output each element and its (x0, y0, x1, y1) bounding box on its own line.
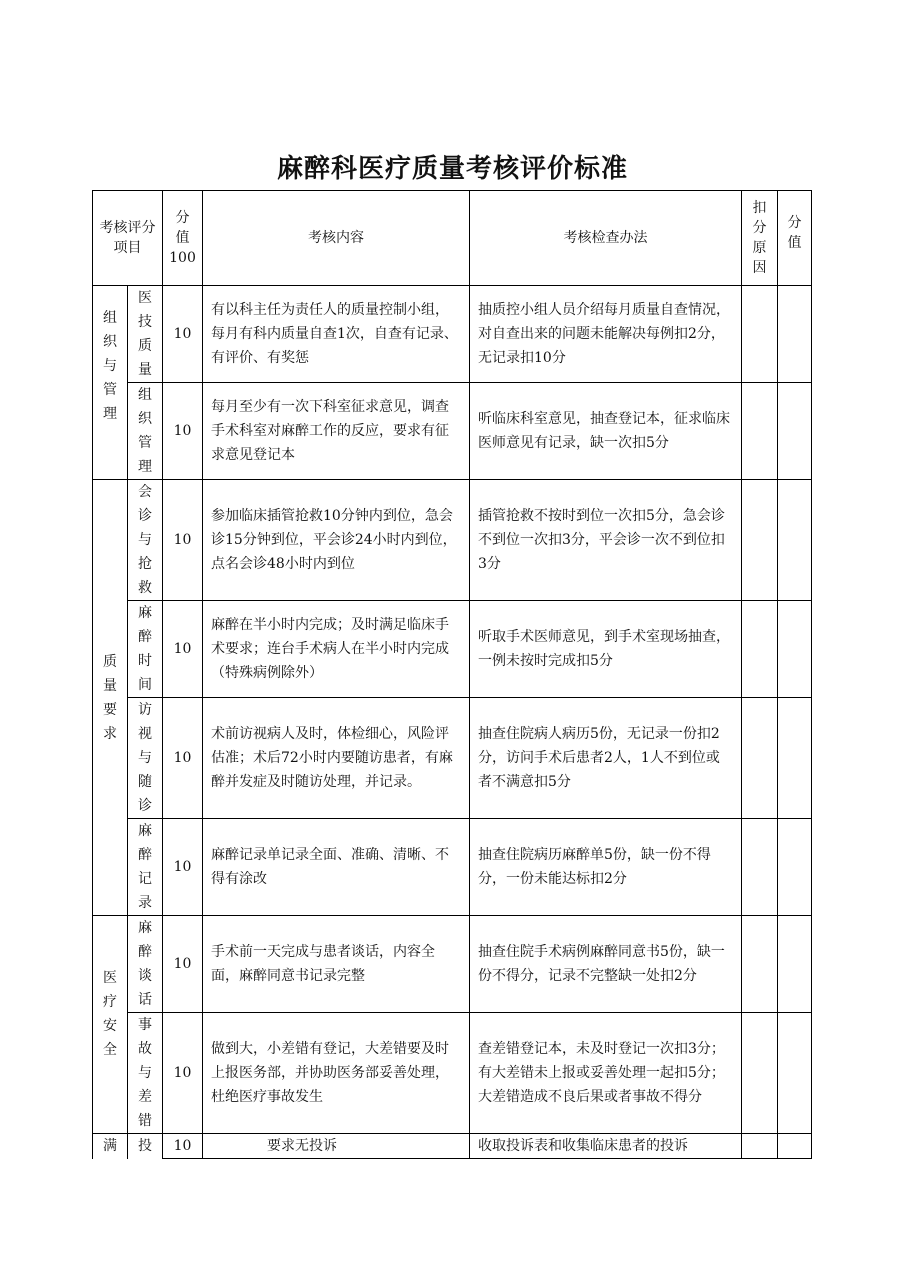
sub-item (128, 383, 163, 480)
header-score-line: 分 (175, 210, 190, 226)
deduct-reason-cell[interactable] (742, 383, 778, 480)
deduct-reason-cell[interactable] (742, 601, 778, 698)
score-cell: 10 (163, 1013, 203, 1134)
header-deduct-reason (742, 191, 778, 286)
sub-item-char: 组 (138, 387, 152, 403)
content-cell: 参加临床插管抢救10分钟内到位，急会诊15分钟到位，平会诊24小时内到位，点名会诊48小时内到位 (203, 480, 470, 601)
sub-item-char: 量 (138, 362, 152, 378)
category-char: 织 (103, 334, 117, 350)
table-row (93, 480, 812, 601)
method-cell: 收取投诉表和收集临床患者的投诉 (470, 1134, 742, 1159)
score-value-cell[interactable] (778, 698, 812, 819)
sub-item-char: 视 (138, 726, 152, 742)
table-row (93, 916, 812, 1013)
sub-item-char: 随 (138, 774, 152, 790)
content-cell: 有以科主任为责任人的质量控制小组，每月有科内质量自查1次，自查有记录、有评价、有奖惩 (203, 286, 470, 383)
method-cell: 插管抢救不按时到位一次扣5分，急会诊不到位一次扣3分，平会诊一次不到位扣3分 (470, 480, 742, 601)
header-score (163, 191, 203, 286)
header-deduct-char: 因 (752, 260, 767, 276)
category-char: 量 (103, 677, 117, 694)
sub-item-char: 间 (138, 677, 152, 693)
sub-item-char: 与 (138, 532, 152, 548)
method-cell: 抽质控小组人员介绍每月质量自查情况，对自查出来的问题未能解决每例扣2分，无记录扣10分 (470, 286, 742, 383)
header-score-line: 100 (169, 250, 196, 266)
sub-item (128, 1013, 163, 1134)
sub-item-char: 记 (138, 871, 152, 887)
sub-item (128, 286, 163, 383)
sub-item-char: 织 (138, 411, 152, 427)
sub-item-char: 醉 (138, 629, 152, 645)
deduct-reason-cell[interactable] (742, 819, 778, 916)
category-org (93, 286, 128, 480)
table-row (93, 1134, 812, 1159)
table-row (93, 286, 812, 383)
content-cell: 术前访视病人及时，体检细心，风险评估准；术后72小时内要随访患者，有麻醉并发症及时随访处理，并记录。 (203, 698, 470, 819)
deduct-reason-cell[interactable] (742, 480, 778, 601)
category-char: 医 (103, 970, 117, 986)
sub-item-char: 诊 (138, 798, 152, 814)
score-value-cell[interactable] (778, 1013, 812, 1134)
score-cell: 10 (163, 698, 203, 819)
sub-item-char: 差 (138, 1089, 152, 1105)
sub-item-char: 质 (138, 338, 152, 354)
deduct-reason-cell[interactable] (742, 1013, 778, 1134)
sub-item-char: 错 (138, 1113, 152, 1129)
table-row (93, 1013, 812, 1134)
header-deduct-char: 分 (752, 220, 767, 236)
sub-item-char: 诊 (138, 508, 152, 524)
content-cell: 麻醉记录单记录全面、准确、清晰、不得有涂改 (203, 819, 470, 916)
sub-item (128, 819, 163, 916)
sub-item-char: 醉 (138, 944, 152, 960)
category-char: 与 (103, 358, 117, 374)
sub-item (128, 698, 163, 819)
header-deduct-char: 原 (752, 240, 767, 256)
sub-item-char: 与 (138, 750, 152, 766)
content-cell: 做到大，小差错有登记，大差错要及时上报医务部，并协助医务部妥善处理，杜绝医疗事故发生 (203, 1013, 470, 1134)
score-value-cell[interactable] (778, 601, 812, 698)
deduct-reason-cell[interactable] (742, 916, 778, 1013)
category-char: 求 (103, 725, 117, 742)
sub-item-char: 故 (138, 1041, 152, 1057)
sub-item-char: 会 (138, 484, 152, 500)
table-row (93, 601, 812, 698)
score-value-cell[interactable] (778, 1134, 812, 1159)
header-score-value (778, 191, 812, 286)
category-char: 理 (103, 406, 117, 422)
category-char: 要 (103, 701, 117, 718)
sub-item-char: 醉 (138, 847, 152, 863)
category-quality (93, 480, 128, 916)
category-char: 满 (103, 1138, 117, 1155)
category-char: 全 (103, 1042, 117, 1058)
score-value-cell[interactable] (778, 916, 812, 1013)
score-value-cell[interactable] (778, 286, 812, 383)
sub-item-char: 麻 (138, 920, 152, 936)
score-cell: 10 (163, 383, 203, 480)
score-cell: 10 (163, 480, 203, 601)
category-satisfaction (93, 1134, 128, 1159)
header-deduct-char: 扣 (752, 200, 767, 216)
sub-item-char: 录 (138, 895, 152, 911)
category-char: 质 (103, 653, 117, 670)
score-cell: 10 (163, 819, 203, 916)
sub-item-char: 事 (138, 1017, 152, 1033)
content-cell: 麻醉在半小时内完成；及时满足临床手术要求；连台手术病人在半小时内完成（特殊病例除外） (203, 601, 470, 698)
category-char: 组 (103, 310, 117, 326)
category-char: 疗 (103, 994, 117, 1010)
page-title: 麻醉科医疗质量考核评价标准 (276, 154, 628, 184)
deduct-reason-cell[interactable] (742, 1134, 778, 1159)
sub-item (128, 916, 163, 1013)
sub-item-char: 医 (138, 290, 152, 306)
header-item-label: 考核评分项目 (99, 220, 156, 256)
method-cell: 抽查住院手术病例麻醉同意书5份，缺一份不得分，记录不完整缺一处扣2分 (470, 916, 742, 1013)
sub-item-char: 理 (138, 459, 152, 475)
sub-item-char: 管 (138, 435, 152, 451)
category-safety (93, 916, 128, 1134)
table-row (93, 383, 812, 480)
table-header-row (93, 191, 812, 286)
table-row (93, 819, 812, 916)
header-item (93, 191, 163, 286)
deduct-reason-cell[interactable] (742, 286, 778, 383)
sub-item-char: 时 (138, 653, 152, 669)
sub-item (128, 480, 163, 601)
sub-item-char: 与 (138, 1065, 152, 1081)
score-value-cell[interactable] (778, 383, 812, 480)
score-cell: 10 (163, 916, 203, 1013)
sub-item-char: 话 (138, 992, 152, 1008)
header-score-line: 值 (175, 230, 190, 246)
sub-item (128, 1134, 163, 1159)
method-cell: 听取手术医师意见，到手术室现场抽查，一例未按时完成扣5分 (470, 601, 742, 698)
header-score-value-char: 分 (787, 215, 802, 231)
method-cell: 抽查住院病历麻醉单5份，缺一份不得分，一份未能达标扣2分 (470, 819, 742, 916)
content-cell: 每月至少有一次下科室征求意见，调查手术科室对麻醉工作的反应，要求有征求意见登记本 (203, 383, 470, 480)
sub-item-char: 访 (138, 702, 152, 718)
evaluation-table (92, 190, 812, 1159)
sub-item-char: 麻 (138, 823, 152, 839)
content-cell: 手术前一天完成与患者谈话，内容全面，麻醉同意书记录完整 (203, 916, 470, 1013)
category-char: 安 (103, 1018, 117, 1034)
score-cell: 10 (163, 601, 203, 698)
sub-item-char: 投 (138, 1138, 152, 1155)
deduct-reason-cell[interactable] (742, 698, 778, 819)
header-content: 考核内容 (203, 191, 470, 286)
content-cell: 要求无投诉 (203, 1134, 470, 1159)
sub-item-char: 抢 (138, 556, 152, 572)
sub-item-char: 麻 (138, 605, 152, 621)
sub-item-char: 谈 (138, 968, 152, 984)
score-value-cell[interactable] (778, 819, 812, 916)
method-cell: 抽查住院病人病历5份，无记录一份扣2分，访问手术后患者2人，1人不到位或者不满意扣5分 (470, 698, 742, 819)
category-char: 管 (103, 382, 117, 398)
method-cell: 听临床科室意见，抽查登记本，征求临床医师意见有记录，缺一次扣5分 (470, 383, 742, 480)
header-method: 考核检查办法 (470, 191, 742, 286)
score-value-cell[interactable] (778, 480, 812, 601)
header-score-value-char: 值 (787, 235, 802, 251)
sub-item-char: 救 (138, 580, 152, 596)
score-cell: 10 (163, 1134, 203, 1159)
score-cell: 10 (163, 286, 203, 383)
sub-item-char: 技 (138, 314, 152, 330)
method-cell: 查差错登记本，未及时登记一次扣3分；有大差错未上报或妥善处理一起扣5分；大差错造成不良后果或者事故不得分 (470, 1013, 742, 1134)
table-row (93, 698, 812, 819)
sub-item (128, 601, 163, 698)
